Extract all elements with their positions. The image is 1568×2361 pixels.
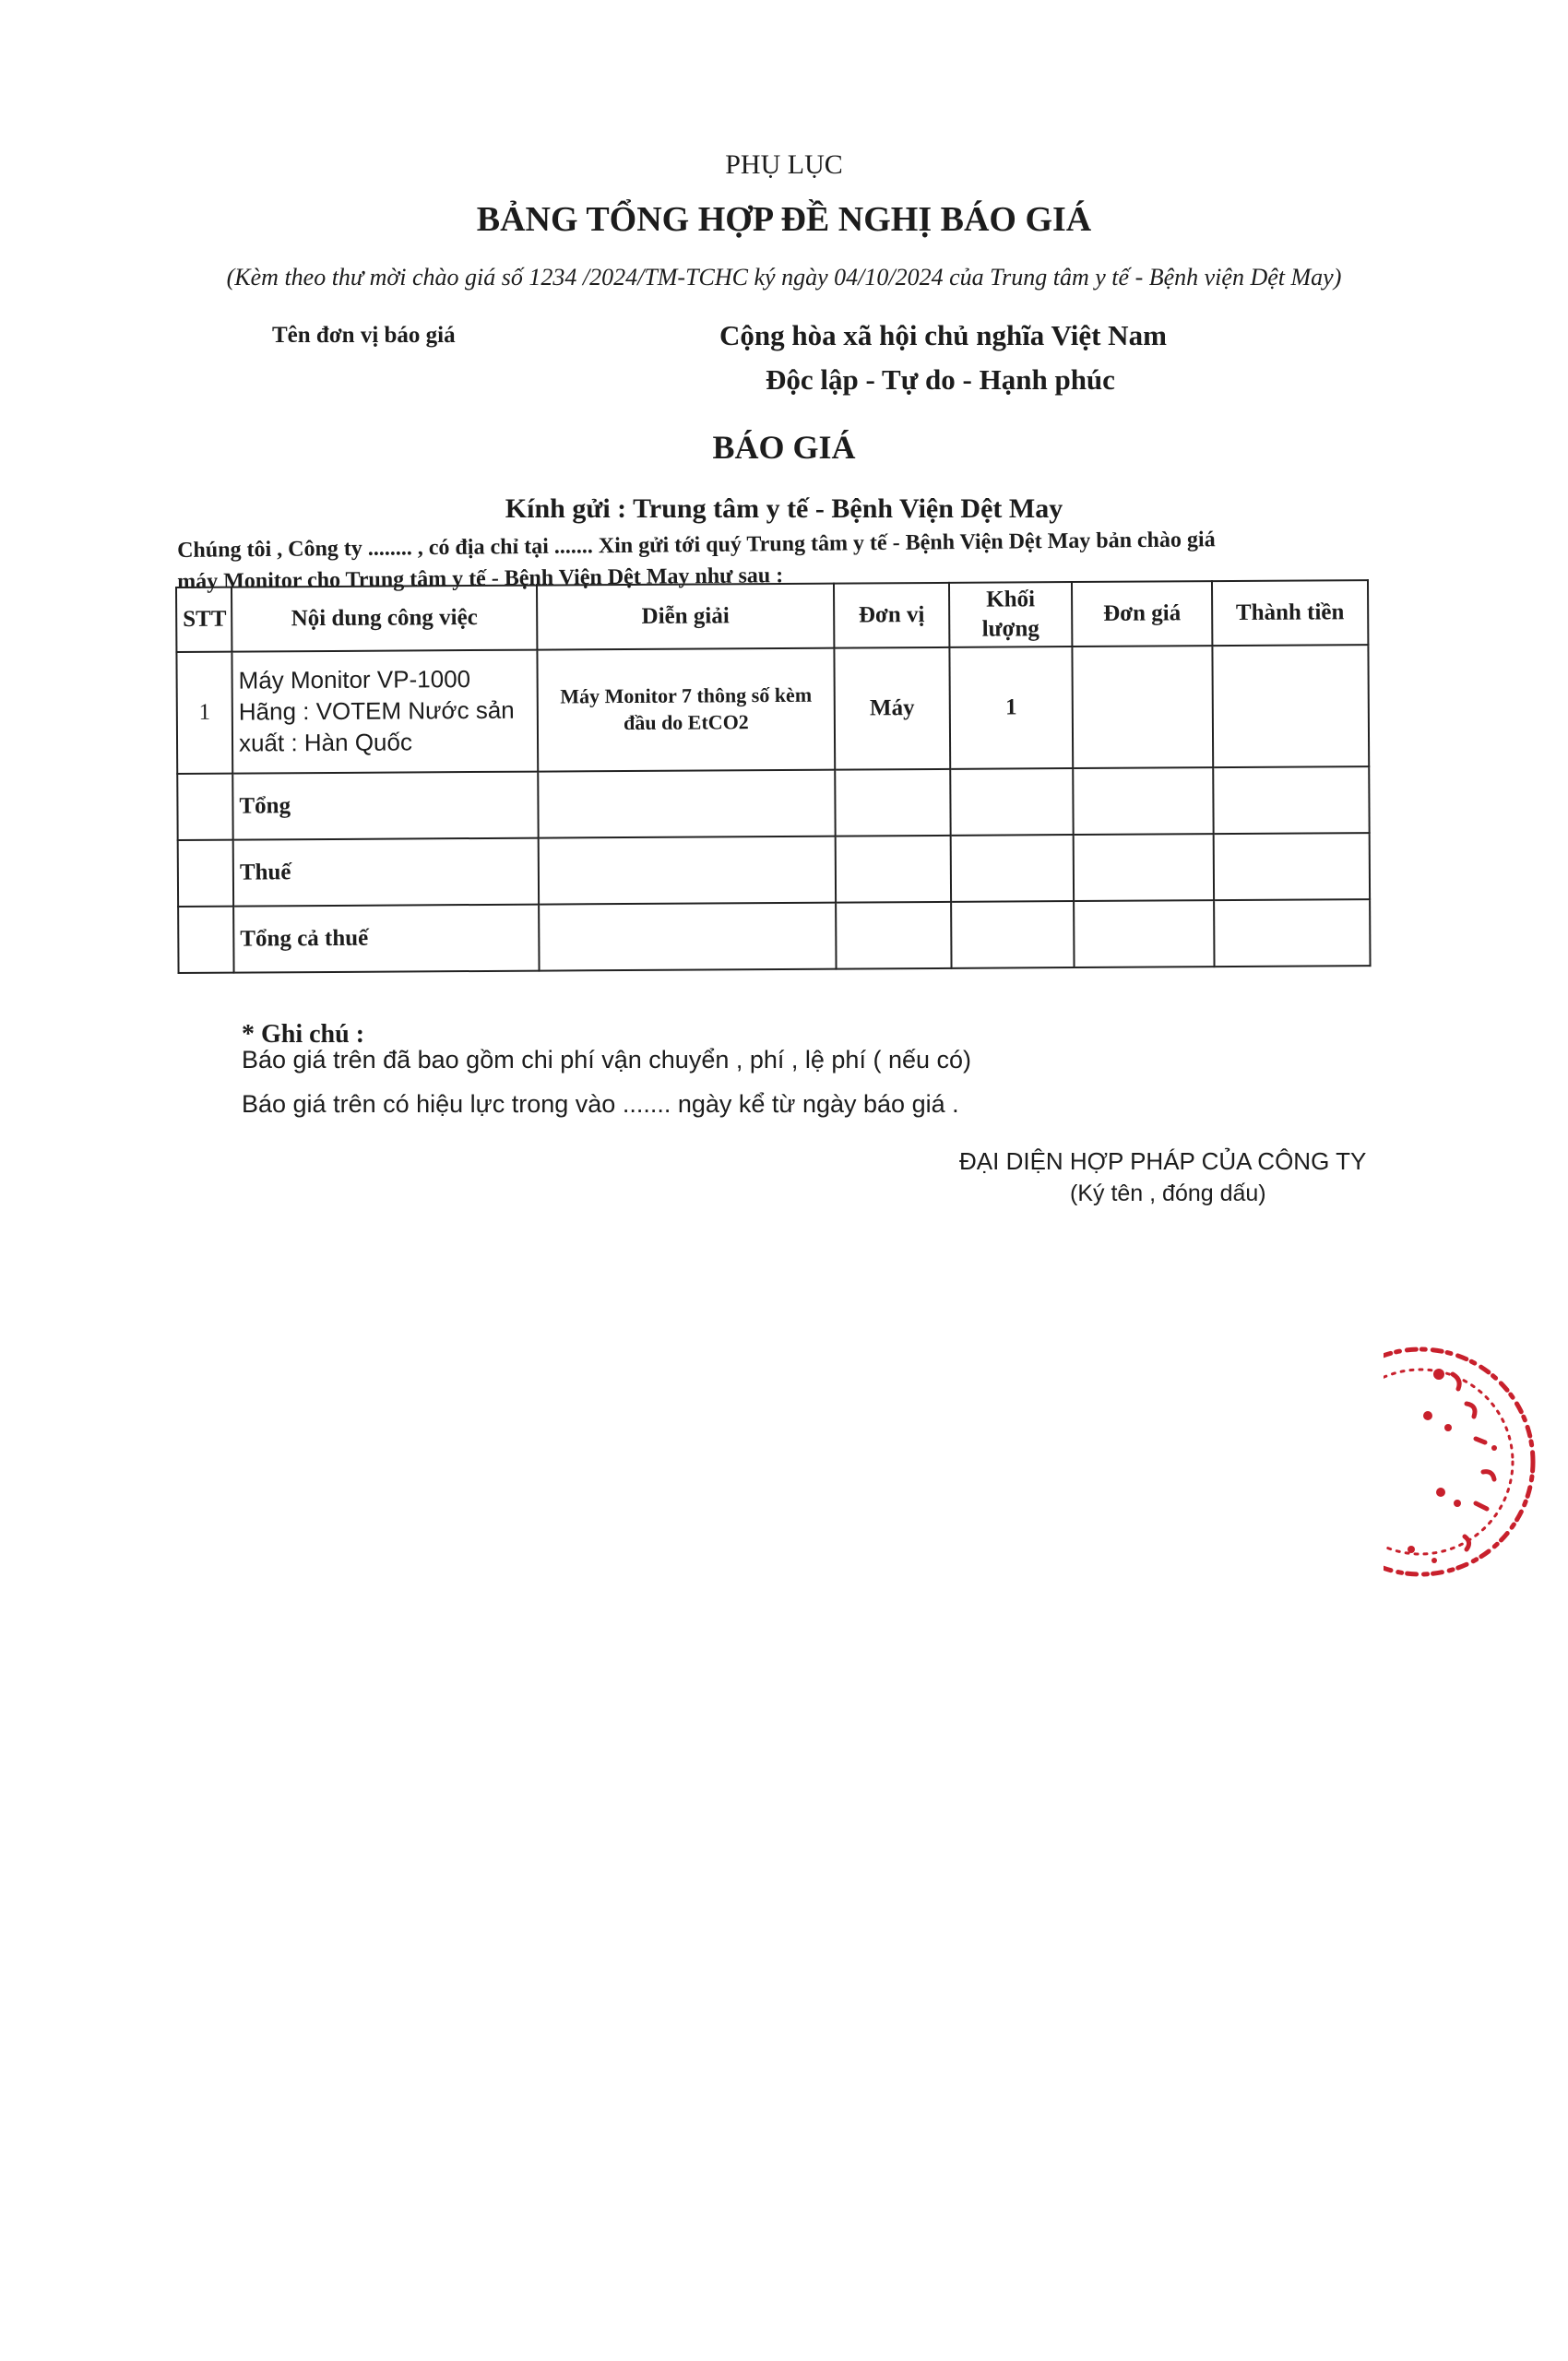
- empty-cell: [1214, 899, 1370, 967]
- quoting-unit-label: Tên đơn vị báo giá: [272, 323, 456, 348]
- tax-label: Thuế: [233, 838, 539, 907]
- empty-cell: [538, 770, 835, 838]
- table-row-grand-total: [178, 899, 1370, 973]
- empty-cell: [1073, 767, 1213, 835]
- quote-table: [175, 579, 1372, 974]
- item-stt: 1: [176, 652, 232, 774]
- item-description-line-1: Máy Monitor 7 thông số kèm: [560, 683, 813, 708]
- table-row-tax: [178, 833, 1370, 907]
- empty-cell: [1074, 834, 1214, 901]
- header-content: Nội dung công việc: [232, 586, 537, 652]
- item-unit-price: [1072, 646, 1213, 768]
- item-quantity: 1: [949, 647, 1073, 769]
- item-description: [537, 648, 835, 772]
- empty-cell: [177, 774, 232, 840]
- legal-representative-label: ĐẠI DIỆN HỢP PHÁP CỦA CÔNG TY: [959, 1147, 1367, 1175]
- item-content-line-2: Hãng : VOTEM Nước sản: [238, 695, 515, 726]
- empty-cell: [178, 840, 233, 907]
- table-row: [176, 645, 1369, 774]
- sign-and-seal-note: (Ký tên , đóng dấu): [1070, 1180, 1266, 1206]
- item-content-line-3: xuất : Hàn Quốc: [238, 728, 413, 757]
- empty-cell: [1213, 766, 1369, 834]
- header-amount: Thành tiền: [1212, 580, 1368, 646]
- header-description: Diễn giải: [537, 584, 834, 650]
- table-row-subtotal: [177, 766, 1369, 840]
- empty-cell: [951, 901, 1074, 968]
- intro-line-2: máy Monitor cho Trung tâm y tế - Bệnh Viện Dệt May như sau :: [177, 564, 784, 594]
- partial-red-seal-icon: [1384, 1319, 1568, 1596]
- document-title: BẢNG TỔNG HỢP ĐỀ NGHỊ BÁO GIÁ: [476, 200, 1092, 239]
- attention-line: Kính gửi : Trung tâm y tế - Bệnh Viện Dệt May: [505, 493, 1063, 524]
- header-quantity: Khối lượng: [949, 582, 1072, 647]
- empty-cell: [835, 769, 950, 836]
- item-amount: [1212, 645, 1369, 767]
- item-description-line-2: đầu do EtCO2: [623, 710, 749, 735]
- grand-total-label: Tổng cả thuế: [233, 905, 539, 973]
- notes-title: * Ghi chú :: [242, 1020, 365, 1049]
- empty-cell: [836, 902, 951, 969]
- intro-line-1: Chúng tôi , Công ty ........ , có địa chỉ tại ....... Xin gửi tới quý Trung tâm y tế - Bệnh Viện Dệt May bản chào giá: [177, 528, 1216, 563]
- reference-line: (Kèm theo thư mời chào giá số 1234 /2024/TM-TCHC ký ngày 04/10/2024 của Trung tâm y tế - Bệnh viện Dệt May): [226, 264, 1342, 291]
- note-line-1: Báo giá trên đã bao gồm chi phí vận chuyển , phí , lệ phí ( nếu có): [242, 1046, 972, 1074]
- empty-cell: [178, 907, 233, 973]
- subtotal-label: Tổng: [232, 772, 538, 840]
- empty-cell: [836, 836, 951, 903]
- empty-cell: [950, 768, 1073, 836]
- national-title: Cộng hòa xã hội chủ nghĩa Việt Nam: [719, 319, 1167, 351]
- empty-cell: [951, 835, 1074, 902]
- appendix-heading: PHỤ LỤC: [725, 149, 843, 180]
- empty-cell: [539, 836, 836, 905]
- header-unit: Đơn vị: [834, 583, 949, 648]
- item-content: [232, 650, 538, 774]
- national-motto: Độc lập - Tự do - Hạnh phúc: [766, 363, 1115, 396]
- table-header-row: [176, 580, 1368, 652]
- note-line-2: Báo giá trên có hiệu lực trong vào ....... ngày kể từ ngày báo giá .: [242, 1090, 959, 1118]
- item-content-line-1: Máy Monitor VP-1000: [238, 665, 471, 694]
- header-unit-price: Đơn giá: [1072, 581, 1212, 647]
- empty-cell: [539, 903, 836, 971]
- empty-cell: [1214, 833, 1370, 900]
- item-unit: Máy: [834, 647, 950, 770]
- quote-title: BÁO GIÁ: [712, 429, 856, 466]
- header-stt: STT: [176, 587, 232, 652]
- empty-cell: [1074, 900, 1214, 967]
